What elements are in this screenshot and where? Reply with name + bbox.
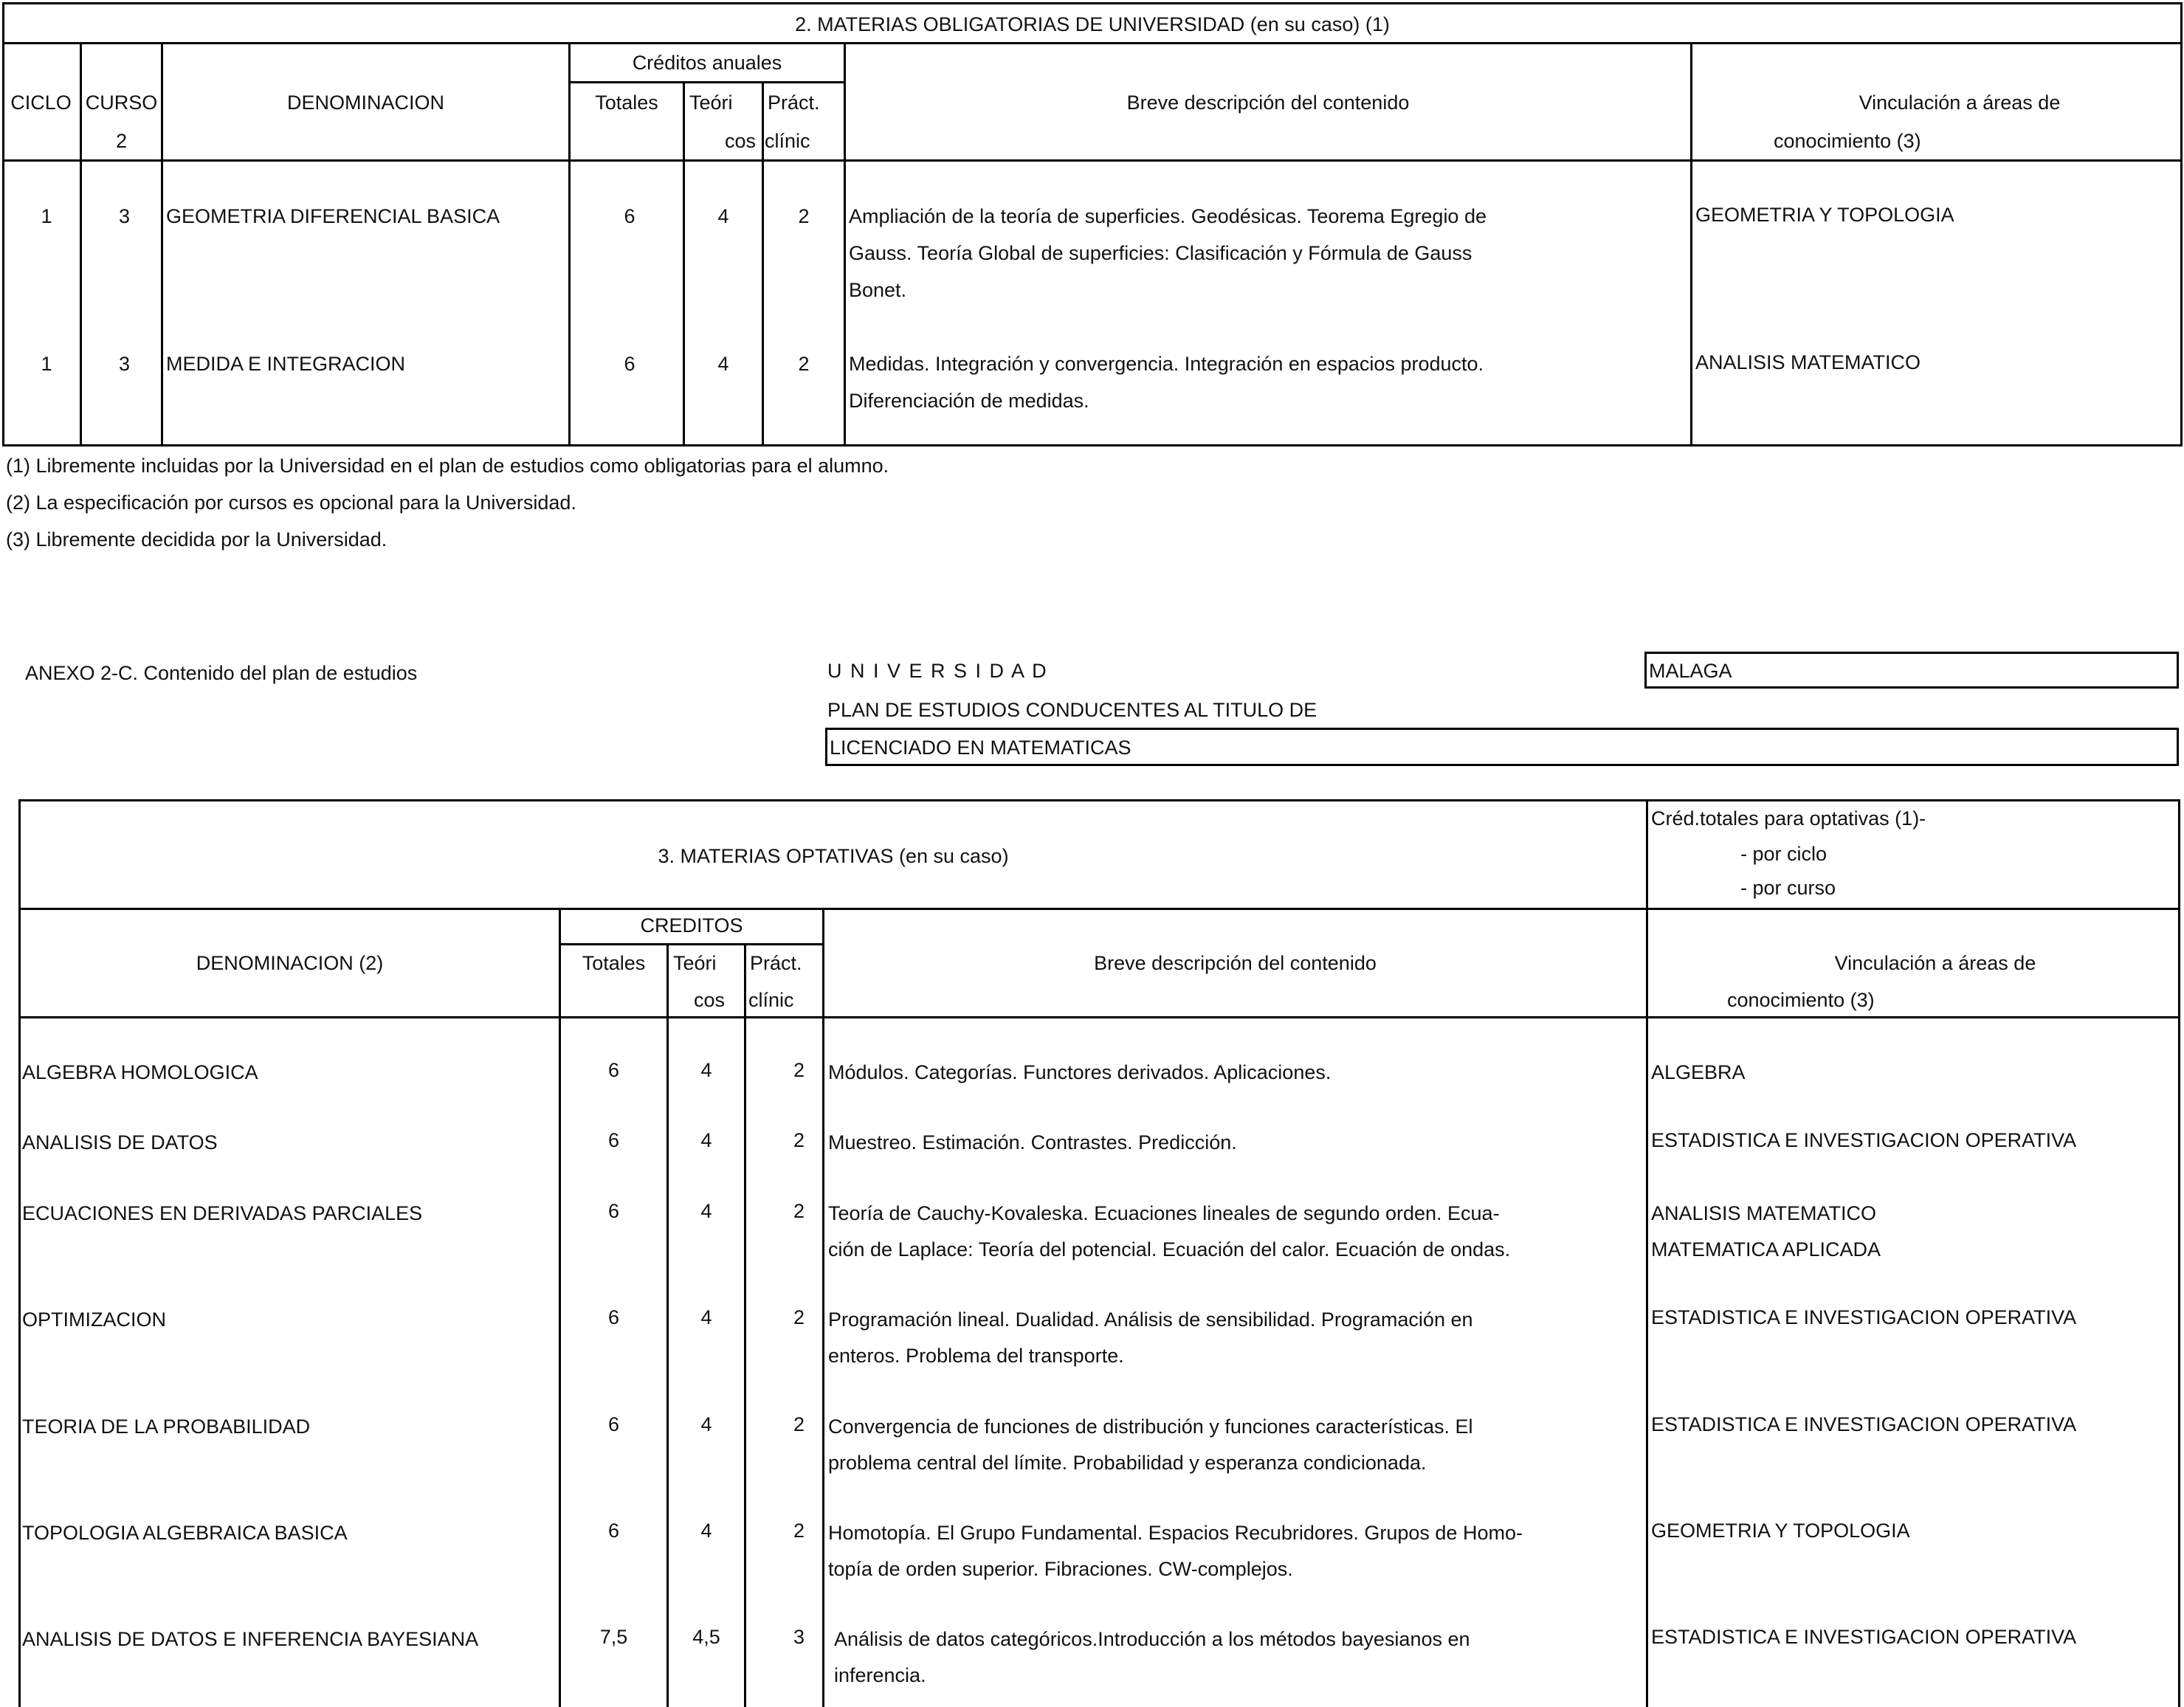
cell-teoricos: 4: [717, 353, 729, 375]
col-curso-header: CURSO: [85, 92, 158, 114]
cell-descripcion-line: topía de orden superior. Fibraciones. CW-complejos.: [828, 1558, 1293, 1580]
cell-denominacion: TEORIA DE LA PROBABILIDAD: [22, 1415, 311, 1438]
col-descripcion-header: Breve descripción del contenido: [1094, 952, 1377, 974]
cell-descripcion-line: Teoría de Cauchy-Kovaleska. Ecuaciones lineales de segundo orden. Ecua-: [828, 1202, 1500, 1224]
col-curso-sup: 2: [115, 130, 128, 152]
cred-totales-line: - por ciclo: [1740, 843, 1828, 865]
cell-ciclo: 1: [41, 205, 52, 227]
cell-teoricos: 4: [700, 1306, 712, 1328]
table2-vline: [1646, 799, 1648, 1707]
table1-hline: [568, 81, 846, 83]
col-practicos-header-2: clínic: [765, 130, 810, 152]
col-creditos-header: CREDITOS: [640, 914, 743, 937]
footnote: (2) La especificación por cursos es opcional para la Universidad.: [6, 492, 576, 514]
col-teoricos-header-2: cos: [694, 989, 726, 1011]
cell-descripcion-line: Módulos. Categorías. Functores derivados. Aplicaciones.: [828, 1061, 1332, 1083]
universidad-label: U N I V E R S I D A D: [827, 660, 1048, 682]
cell-totales: 7,5: [599, 1626, 628, 1648]
col-teoricos-header: Teóri: [689, 92, 733, 114]
cell-descripcion-line: Ampliación de la teoría de superficies. Geodésicas. Teorema Egregio de: [849, 205, 1487, 227]
footnote: (1) Libremente incluidas por la Universidad en el plan de estudios como obligatorias para el alumno.: [6, 455, 889, 477]
cell-area: ESTADISTICA E INVESTIGACION OPERATIVA: [1651, 1413, 2077, 1435]
cell-descripcion-line: problema central del límite. Probabilidad y esperanza condicionada.: [828, 1452, 1427, 1474]
cell-practicos: 2: [793, 1059, 805, 1081]
cell-descripcion-line: Muestreo. Estimación. Contrastes. Predicción.: [828, 1131, 1237, 1153]
col-denominacion-header: DENOMINACION (2): [196, 952, 384, 974]
cell-totales: 6: [607, 1200, 620, 1222]
cell-descripcion-line: Medidas. Integración y convergencia. Integración en espacios producto.: [849, 353, 1484, 375]
table1-hline: [2, 159, 2183, 162]
cred-totales-line: - por curso: [1740, 877, 1836, 899]
anexo-label: ANEXO 2-C. Contenido del plan de estudios: [25, 662, 418, 684]
cell-practicos: 3: [793, 1626, 805, 1648]
cell-area: ESTADISTICA E INVESTIGACION OPERATIVA: [1651, 1626, 2077, 1648]
cell-totales: 6: [607, 1520, 620, 1542]
plan-label: PLAN DE ESTUDIOS CONDUCENTES AL TITULO DE: [827, 699, 1317, 721]
cell-descripcion-line: Diferenciación de medidas.: [849, 390, 1089, 412]
cell-practicos: 2: [793, 1413, 805, 1435]
cell-area: GEOMETRIA Y TOPOLOGIA: [1695, 204, 1954, 226]
table1-vline: [762, 81, 764, 446]
cell-area: ESTADISTICA E INVESTIGACION OPERATIVA: [1651, 1129, 2077, 1151]
col-vinculacion-header: Vinculación a áreas de: [1834, 952, 2036, 974]
cell-curso: 3: [118, 353, 131, 375]
cell-teoricos: 4: [700, 1129, 712, 1151]
col-ciclo-header: CICLO: [10, 92, 72, 114]
cell-area: ESTADISTICA E INVESTIGACION OPERATIVA: [1651, 1306, 2077, 1328]
col-descripcion-header: Breve descripción del contenido: [1126, 92, 1410, 114]
col-totales-header: Totales: [595, 92, 658, 114]
col-practicos-header: Práct.: [768, 92, 820, 114]
titulo-value: LICENCIADO EN MATEMATICAS: [830, 737, 1131, 759]
cell-descripcion-line: inferencia.: [834, 1664, 926, 1686]
cell-practicos: 2: [793, 1520, 805, 1542]
cell-teoricos: 4: [700, 1059, 712, 1081]
col-vinculacion-header-2: conocimiento (3): [1727, 989, 1875, 1011]
cell-descripcion-line: Análisis de datos categóricos.Introducción a los métodos bayesianos en: [834, 1628, 1470, 1650]
cell-area: ANALISIS MATEMATICO: [1651, 1202, 1877, 1224]
col-vinculacion-header-2: conocimiento (3): [1774, 130, 1921, 152]
cell-curso: 3: [118, 205, 131, 227]
cell-descripcion-line: Convergencia de funciones de distribución y funciones características. El: [828, 1415, 1473, 1438]
cell-area: ALGEBRA: [1651, 1061, 1746, 1083]
col-practicos-header-2: clínic: [748, 989, 794, 1011]
cell-practicos: 2: [793, 1129, 805, 1151]
cell-denominacion: TOPOLOGIA ALGEBRAICA BASICA: [22, 1522, 348, 1544]
cell-area: ANALISIS MATEMATICO: [1695, 351, 1921, 373]
cell-practicos: 2: [793, 1200, 805, 1222]
cell-totales: 6: [624, 205, 635, 227]
cell-descripcion-line: ción de Laplace: Teoría del potencial. Ecuación del calor. Ecuación de ondas.: [828, 1238, 1511, 1261]
cell-practicos: 2: [798, 205, 810, 227]
cell-totales: 6: [607, 1306, 620, 1328]
table2-title: 3. MATERIAS OPTATIVAS (en su caso): [658, 845, 1009, 867]
footnote: (3) Libremente decidida por la Universidad.: [6, 528, 387, 551]
col-totales-header: Totales: [582, 952, 646, 974]
cell-teoricos: 4: [700, 1200, 712, 1222]
cell-practicos: 2: [793, 1306, 805, 1328]
cell-area: GEOMETRIA Y TOPOLOGIA: [1651, 1520, 1910, 1542]
cell-totales: 6: [607, 1129, 620, 1151]
cell-ciclo: 1: [41, 353, 52, 375]
cell-descripcion-line: Programación lineal. Dualidad. Análisis de sensibilidad. Programación en: [828, 1308, 1473, 1331]
table2-vline: [822, 908, 824, 1707]
cell-denominacion: OPTIMIZACION: [22, 1308, 166, 1331]
cell-totales: 6: [624, 353, 635, 375]
cred-totales-line: Créd.totales para optativas (1)-: [1651, 807, 1926, 830]
cell-teoricos: 4: [717, 205, 729, 227]
cell-totales: 6: [607, 1059, 620, 1081]
table2-hline: [18, 908, 2180, 910]
col-teoricos-header: Teóri: [673, 952, 717, 974]
cell-denominacion: ANALISIS DE DATOS E INFERENCIA BAYESIANA: [22, 1628, 479, 1650]
cell-denominacion: ECUACIONES EN DERIVADAS PARCIALES: [22, 1202, 423, 1224]
cell-descripcion-line: Bonet.: [849, 279, 907, 301]
universidad-value: MALAGA: [1649, 660, 1732, 682]
cell-teoricos: 4: [700, 1520, 712, 1542]
cell-area: MATEMATICA APLICADA: [1651, 1238, 1881, 1261]
cell-descripcion-line: enteros. Problema del transporte.: [828, 1345, 1124, 1367]
col-teoricos-header-2: cos: [724, 130, 756, 152]
cell-denominacion: MEDIDA E INTEGRACION: [166, 353, 406, 375]
cell-teoricos: 4,5: [692, 1626, 720, 1648]
table1-title: 2. MATERIAS OBLIGATORIAS DE UNIVERSIDAD (en su caso) (1): [795, 13, 1390, 35]
col-denominacion-header: DENOMINACION: [286, 92, 444, 114]
cell-denominacion: ANALISIS DE DATOS: [22, 1131, 218, 1153]
cell-totales: 6: [607, 1413, 620, 1435]
cell-descripcion-line: Homotopía. El Grupo Fundamental. Espacios Recubridores. Grupos de Homo-: [828, 1522, 1523, 1544]
col-vinculacion-header: Vinculación a áreas de: [1859, 92, 2061, 114]
cell-descripcion-line: Gauss. Teoría Global de superficies: Clasificación y Fórmula de Gauss: [849, 242, 1472, 264]
table2-border-left: [18, 799, 21, 1707]
cell-teoricos: 4: [700, 1413, 712, 1435]
cell-practicos: 2: [798, 353, 810, 375]
cell-denominacion: GEOMETRIA DIFERENCIAL BASICA: [166, 205, 500, 227]
col-creditos-header: Créditos anuales: [632, 52, 782, 74]
table2-border-right: [2178, 799, 2180, 1707]
cell-denominacion: ALGEBRA HOMOLOGICA: [22, 1061, 258, 1083]
col-practicos-header: Práct.: [750, 952, 802, 974]
